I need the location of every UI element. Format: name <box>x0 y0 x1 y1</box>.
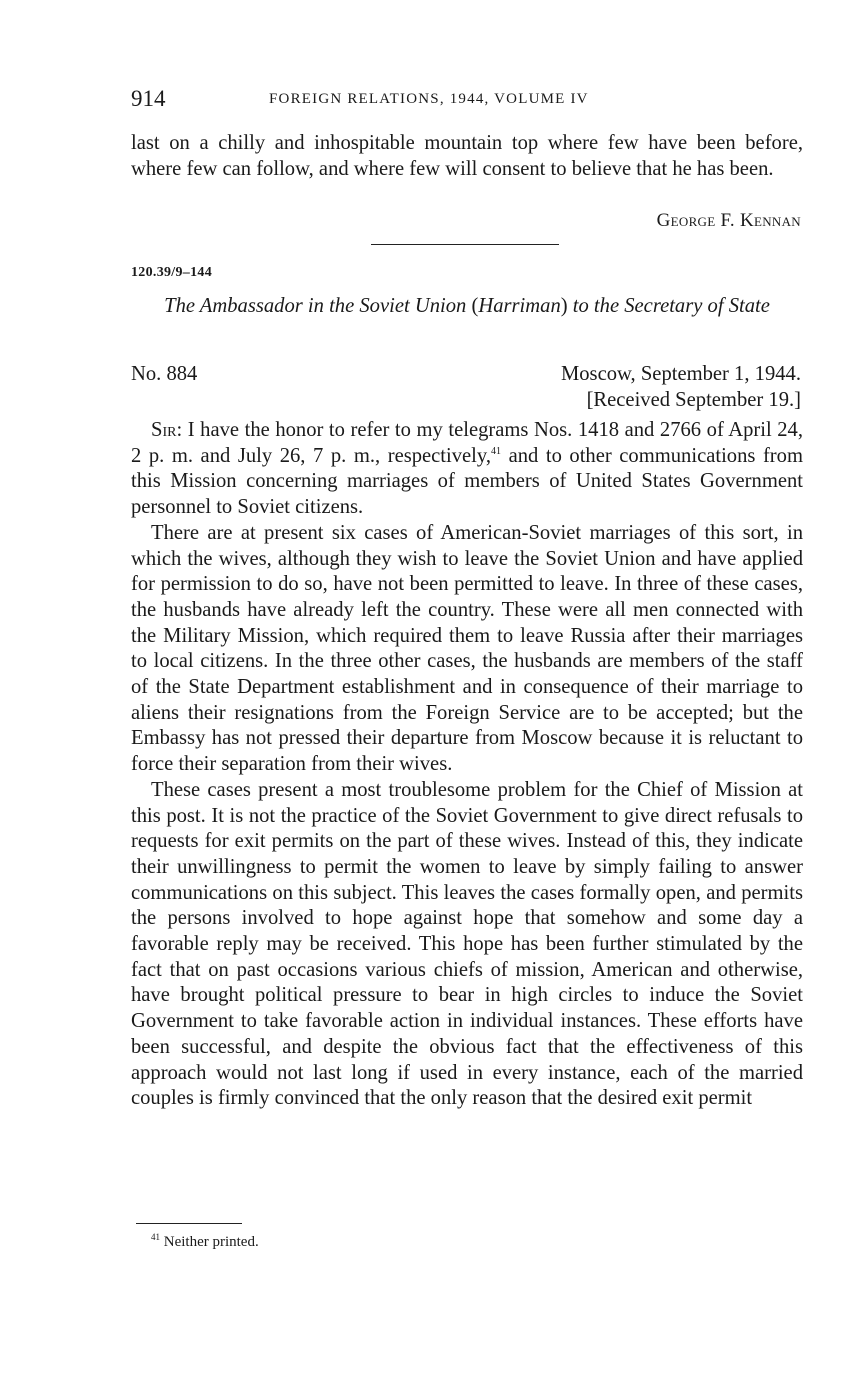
paragraph-1-a: : I have the honor to refer to my telegrams Nos. 1418 and 2766 of April 24, 2 p. m. and July 26, 7 p. m., respectively, <box>131 419 803 467</box>
footnote-reference: 41 <box>491 445 502 457</box>
dateline: Moscow, September 1, 1944. <box>560 363 801 385</box>
footnote-marker: 41 <box>151 1232 160 1242</box>
signature: George F. Kennan <box>656 210 801 231</box>
paragraph-2: There are at present six cases of American-Soviet marriages of this sort, in which the wives, although they wish to leave the Soviet Union and have applied for permission to do so, have not been permitted to leave. In three of these cases, the husbands have already left the country. These were all men connected with the Military Mission, which required them to leave Russia after their marriages to local citizens. In the three other cases, the husbands are members of the staff of the State Department establishment and in consequence of their marriage to aliens their resignations from the Foreign Service are to be accepted; but the Embassy has not pressed their departure from Moscow because it is reluctant to force their separation from their wives. <box>131 521 803 776</box>
page-header <box>131 86 803 114</box>
document-number: No. 884 <box>131 363 198 385</box>
paragraph-1 <box>131 418 803 521</box>
section-divider <box>371 244 559 245</box>
title-name: Harriman <box>478 295 561 317</box>
paragraph-3: These cases present a most troublesome problem for the Chief of Mission at this post. It is not the practice of the Soviet Government to give direct refusals to requests for exit permits on the part of these wives. Instead of this, they indicate their unwillingness to permit the women to leave by simply failing to answer communications on this subject. This leaves the cases formally open, and permits the persons involved to hope against hope that somehow and some day a favorable reply may be received. This hope has been further stimulated by the fact that on past occasions various chiefs of mission, American and otherwise, have brought political pressure to bear in high circles to induce the Soviet Government to take favorable action in individual instances. These efforts have been successful, and despite the obvious fact that the effectiveness of this approach would not last long if used in every instance, each of the married couples is firmly convinced that the only reason that the desired exit permit <box>131 778 803 1110</box>
title-part-2: to the Secretary of State <box>572 295 770 317</box>
intro-paragraph: last on a chilly and inhospitable mountain top where few have been before, where few can follow, and where few will consent to believe that he has been. <box>131 132 803 180</box>
salutation: Sir <box>151 419 177 441</box>
title-part-1: The Ambassador in the Soviet Union <box>164 295 467 317</box>
received-date: [Received September 19.] <box>586 389 801 411</box>
page-number: 914 <box>131 86 166 111</box>
footnote-rule <box>136 1223 242 1224</box>
document-title: The Ambassador in the Soviet Union (Harriman) to the Secretary of State <box>164 295 770 317</box>
footnote <box>151 1234 259 1251</box>
footnote-text: Neither printed. <box>160 1234 259 1250</box>
paragraph-1-b: and to other communications from this Mission concerning marriages of members of United States Government personnel to Soviet citizens. <box>131 444 803 519</box>
running-head: FOREIGN RELATIONS, 1944, VOLUME IV <box>269 91 589 107</box>
file-number: 120.39/9–144 <box>131 265 212 280</box>
letter-body <box>131 418 803 1112</box>
